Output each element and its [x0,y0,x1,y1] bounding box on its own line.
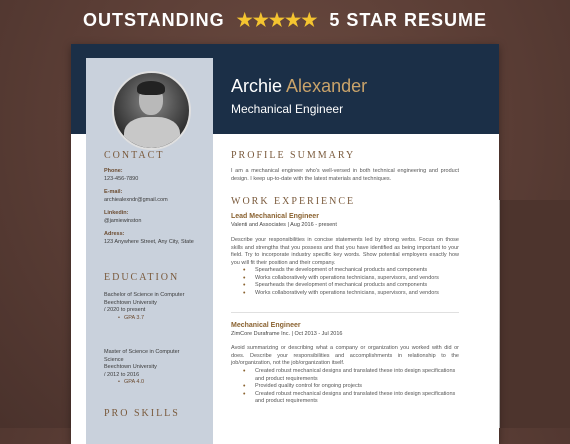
job-description-1: Describe your responsibilities in concise statements led by strong verbs. Focus on those skills and strengths that you possess and that you have identified as being important to your field. Try to incorporate industry specific key words. Show potential employers exactly how you will fit their position and their company. [231,237,459,266]
banner-left-text: OUTSTANDING [82,10,225,30]
background-shade [500,200,570,428]
job-meta-1: Valenti and Associates | Aug 2016 - present [231,222,337,228]
candidate-name [231,76,367,97]
job-bullets-1 [243,267,459,297]
years: / 2012 to 2016 [104,371,140,378]
address-value: 123 Anywhere Street, Any City, State [104,239,194,245]
divider [231,312,459,313]
job-bullets-2 [243,368,459,406]
work-heading: WORK EXPERIENCE [231,196,356,207]
gpa: • GPA 4.0 [104,379,199,387]
phone-label: Phone: [104,168,123,174]
education-entry [104,292,199,322]
list-item: • Provided quality control for ongoing projects [243,383,459,391]
school: Beechtown University [104,364,157,370]
skills-heading: PRO SKILLS [104,408,180,419]
job-title: Mechanical Engineer [231,102,344,116]
job-title-2: Mechanical Engineer [231,322,301,329]
list-item: • Works collaboratively with operations technicians, supervisors, and vendors [243,275,459,283]
profile-heading: PROFILE SUMMARY [231,150,356,161]
email-label: E-mail: [104,189,123,195]
resume-page [71,44,499,444]
linkedin-value: @jamiewinston [104,218,142,224]
list-item: • Created robust mechanical designs and translated these into design specifications and product requirements [243,368,459,383]
promo-banner [0,10,570,31]
education-heading: EDUCATION [104,272,180,283]
school: Beechtown University [104,299,157,306]
profile-text: I am a mechanical engineer who's well-versed in both technical engineering and product design. I keep up-to-date with the latest materials and techniques. [231,168,459,182]
last-name: Alexander [286,76,368,96]
banner-right-text: 5 STAR RESUME [329,10,488,30]
phone-value: 123-456-7890 [104,176,139,182]
job-description-2: Avoid summarizing or describing what a company or organization you worked with did or does. Describe your responsibilities and accomplishments in relationship to the job/organization, not the job/organization itself. [231,345,459,367]
degree: Bachelor of Science in Computer [104,292,185,298]
job-title-1: Lead Mechanical Engineer [231,213,319,220]
years: / 2020 to present [104,307,146,313]
first-name: Archie [231,76,283,96]
list-item: • Created robust mechanical designs and translated these into design specifications and product requirements [243,391,459,406]
degree: Master of Science in Computer Science [104,349,180,363]
list-item: • Spearheads the development of mechanical products and components [243,282,459,290]
profile-photo [112,71,191,150]
linkedin-label: Linkedin: [104,210,129,216]
email-value: archiealexndr@gmail.com [104,197,168,203]
contact-heading: CONTACT [104,150,165,161]
job-meta-2: ZimCore Duraframe Inc. | Oct 2013 - Jul 2016 [231,331,343,337]
five-stars-icon: ★★★★★ [236,10,318,30]
gpa: • GPA 3.7 [104,315,199,323]
address-label: Adress: [104,231,125,237]
list-item: • Works collaboratively with operations technicians, supervisors, and vendors [243,290,459,298]
list-item: • Spearheads the development of mechanical products and components [243,267,459,275]
education-entry [104,349,199,387]
